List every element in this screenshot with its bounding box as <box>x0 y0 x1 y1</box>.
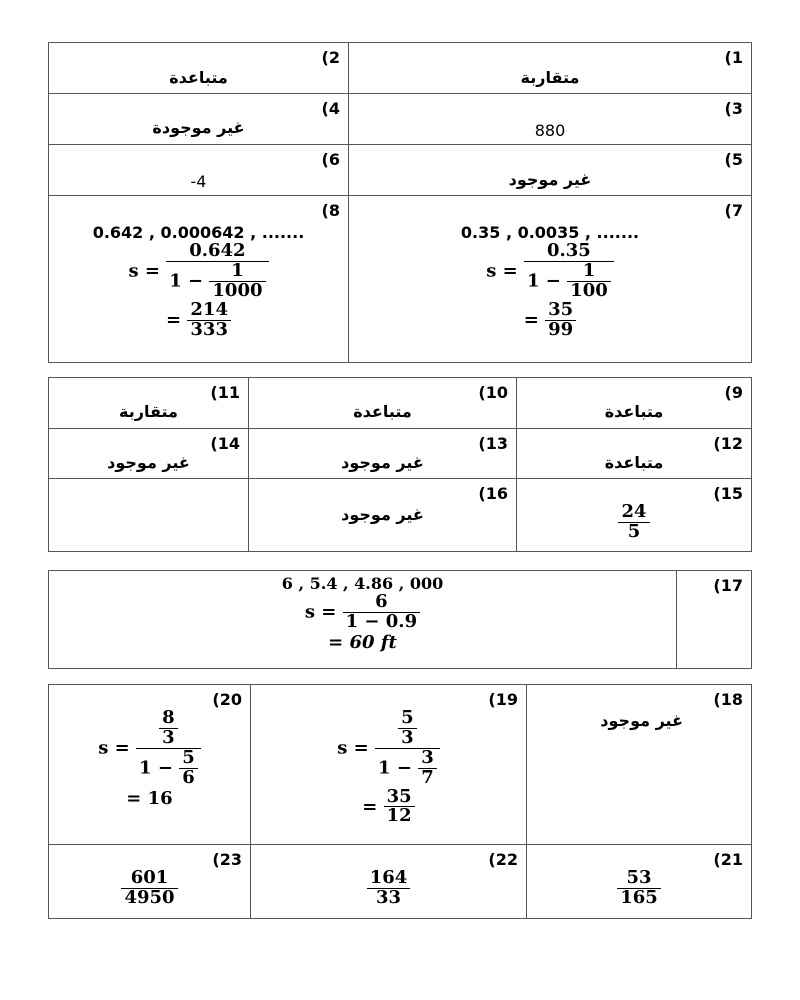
sum-formula <box>251 709 526 788</box>
cell-number: (7 <box>724 201 743 220</box>
top-denominator: 3 <box>159 728 178 748</box>
answers-table-2 <box>48 377 752 552</box>
cell-number: (2 <box>321 48 340 67</box>
cell-number: (1 <box>724 48 743 67</box>
answer-fraction <box>251 869 526 908</box>
result-numerator: 35 <box>548 298 574 320</box>
s-label: s = <box>304 601 337 623</box>
result: = 60 ft <box>328 631 397 653</box>
answer-fraction <box>517 503 751 542</box>
fraction-numerator: 0.35 <box>546 240 591 261</box>
cell-8 <box>49 196 349 363</box>
sum-formula <box>49 709 250 788</box>
one-minus: 1 − <box>378 757 412 779</box>
result-denominator: 333 <box>187 320 231 340</box>
result-denominator: 12 <box>384 806 415 826</box>
cell-17-content <box>49 571 677 669</box>
sequence: 0.35 , 0.0035 , ....... <box>460 223 640 242</box>
cell-6 <box>49 145 349 196</box>
result: = 16 <box>126 787 173 809</box>
fraction-numerator: 24 <box>621 501 647 522</box>
cell-number: (11 <box>210 383 240 402</box>
answer-text: غير موجودة <box>152 118 245 137</box>
fraction-numerator: 0.642 <box>189 240 246 261</box>
answers-table-4 <box>48 684 752 919</box>
result-fraction <box>187 298 231 340</box>
cell-11 <box>49 378 249 429</box>
cell-number: (14 <box>210 434 240 453</box>
top-numerator: 5 <box>401 707 414 728</box>
cell-22 <box>251 845 527 919</box>
cell-number: (13 <box>478 434 508 453</box>
s-label: s = <box>98 737 130 759</box>
cell-number: (18 <box>713 690 743 709</box>
cell-number: (23 <box>212 850 242 869</box>
cell-number: (3 <box>724 99 743 118</box>
fraction <box>166 242 268 301</box>
sequence: 0.642 , 0.000642 , ....... <box>92 223 305 242</box>
cell-number: (4 <box>321 99 340 118</box>
cell-3 <box>349 94 752 145</box>
answer-text: -4 <box>190 172 207 191</box>
cell-number: (17 <box>713 576 743 595</box>
fraction-denominator <box>375 748 440 788</box>
fraction-denominator: 1 − 0.9 <box>343 612 420 632</box>
fraction <box>524 242 614 301</box>
cell-number: (5 <box>724 150 743 169</box>
sum-formula <box>49 593 676 632</box>
inner-numerator: 3 <box>421 746 434 768</box>
fraction-numerator: 53 <box>626 867 652 888</box>
answers-table-3 <box>48 570 752 669</box>
cell-number: (15 <box>713 484 743 503</box>
cell-23 <box>49 845 251 919</box>
fraction-numerator <box>136 709 201 748</box>
fraction-denominator <box>136 748 201 788</box>
answer-fraction <box>49 869 250 908</box>
cell-21 <box>527 845 752 919</box>
cell-10 <box>249 378 517 429</box>
result-numerator: 214 <box>190 298 228 320</box>
sum-formula <box>49 242 348 301</box>
inner-denominator: 100 <box>567 281 611 301</box>
fraction-denominator: 33 <box>367 888 411 908</box>
equals: = <box>362 795 378 817</box>
answer-text: غير موجود <box>107 453 190 472</box>
one-minus: 1 − <box>139 757 173 779</box>
answer-text: متباعدة <box>604 453 664 472</box>
cell-15 <box>517 479 752 552</box>
s-label: s = <box>128 260 160 282</box>
top-numerator: 8 <box>162 707 175 728</box>
cell-18 <box>527 685 752 845</box>
inner-denominator: 6 <box>179 768 198 788</box>
cell-empty <box>49 479 249 552</box>
cell-number: (10 <box>478 383 508 402</box>
result <box>251 785 526 827</box>
cell-19 <box>251 685 527 845</box>
inner-numerator: 5 <box>182 746 195 768</box>
cell-9 <box>517 378 752 429</box>
fraction-numerator: 6 <box>375 591 388 612</box>
answer-text: 880 <box>534 121 566 140</box>
cell-17 <box>677 571 752 669</box>
cell-number: (16 <box>478 484 508 503</box>
answer-text: متباعدة <box>169 68 228 87</box>
top-denominator: 3 <box>398 728 417 748</box>
fraction <box>343 593 420 632</box>
fraction <box>136 709 201 788</box>
cell-12 <box>517 429 752 479</box>
inner-fraction <box>209 259 265 301</box>
result-numerator: 35 <box>386 785 412 807</box>
fraction-denominator: 5 <box>618 522 649 542</box>
answer-text: غير موجود <box>341 453 424 472</box>
cell-13 <box>249 429 517 479</box>
cell-number: (22 <box>488 850 518 869</box>
cell-number: (12 <box>713 434 743 453</box>
fraction-denominator <box>524 261 614 301</box>
cell-4 <box>49 94 349 145</box>
sequence: 6 , 5.4 , 4.86 , 000 <box>281 574 444 593</box>
s-label: s = <box>486 260 518 282</box>
fraction-denominator <box>166 261 268 301</box>
answer-text: متقاربة <box>520 68 580 87</box>
cell-2 <box>49 43 349 94</box>
cell-number: (20 <box>212 690 242 709</box>
cell-number: (19 <box>488 690 518 709</box>
answer-text: غير موجود <box>508 170 592 189</box>
inner-numerator: 1 <box>231 259 244 281</box>
result <box>49 298 348 340</box>
fraction <box>375 709 440 788</box>
inner-denominator: 7 <box>418 768 437 788</box>
cell-1 <box>349 43 752 94</box>
inner-numerator: 1 <box>582 259 596 281</box>
answer-text: غير موجود <box>341 505 424 524</box>
cell-number: (9 <box>724 383 743 402</box>
answers-table-1 <box>48 42 752 363</box>
answer-text: متباعدة <box>604 402 664 421</box>
equals: = <box>523 309 539 331</box>
fraction-numerator: 601 <box>130 867 169 888</box>
result-denominator: 99 <box>545 320 576 340</box>
answer-text: غير موجود <box>600 711 683 730</box>
cell-number: (6 <box>321 150 340 169</box>
cell-20 <box>49 685 251 845</box>
cell-16 <box>249 479 517 552</box>
inner-fraction <box>567 259 611 301</box>
fraction-numerator <box>375 709 440 748</box>
result-fraction <box>545 298 576 340</box>
cell-number: (8 <box>321 201 340 220</box>
answer-text: متباعدة <box>353 402 412 421</box>
fraction-denominator: 165 <box>617 888 661 908</box>
result <box>349 298 751 340</box>
one-minus: 1 − <box>527 270 561 292</box>
inner-denominator: 1000 <box>209 281 265 301</box>
cell-14 <box>49 429 249 479</box>
cell-number: (21 <box>713 850 743 869</box>
fraction-numerator: 164 <box>369 867 408 888</box>
fraction-denominator: 4950 <box>121 888 177 908</box>
answer-fraction <box>527 869 751 908</box>
equals: = <box>166 309 182 331</box>
sum-formula <box>349 242 751 301</box>
one-minus: 1 − <box>169 270 204 292</box>
cell-7 <box>349 196 752 363</box>
s-label: s = <box>337 737 369 759</box>
cell-5 <box>349 145 752 196</box>
answer-text: متقاربة <box>119 402 178 421</box>
